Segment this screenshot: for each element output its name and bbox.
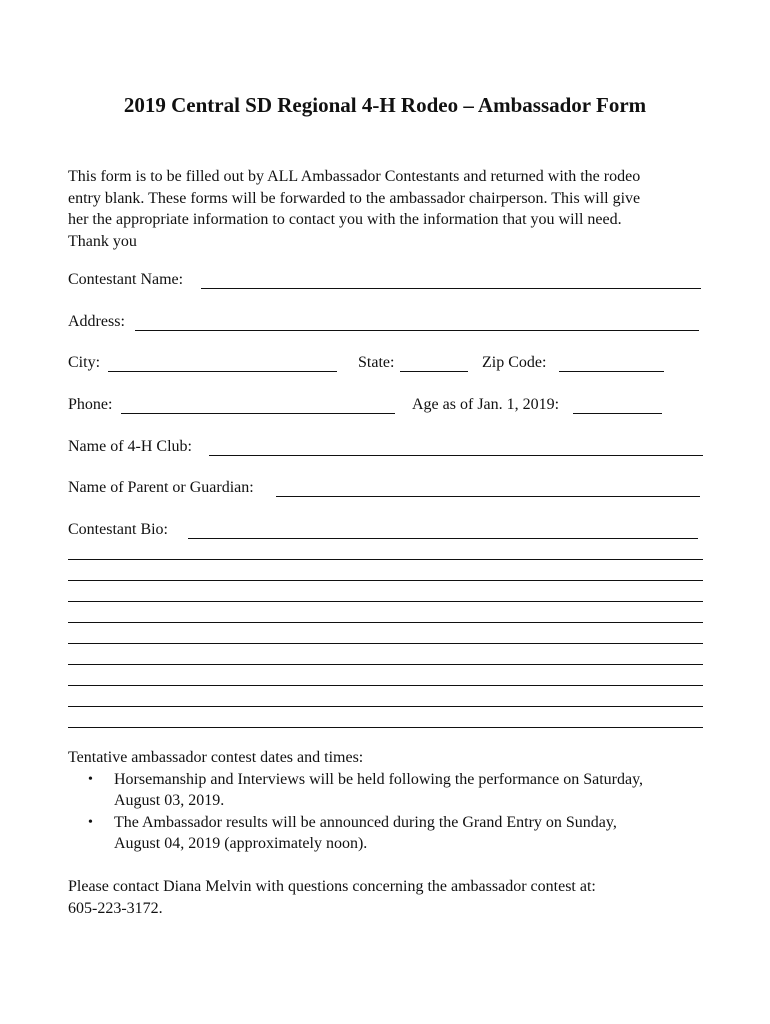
list-item-line: August 03, 2019.	[114, 792, 225, 809]
city-label: City:	[68, 354, 101, 371]
intro-line: Thank you	[68, 232, 137, 250]
contact-phone: 605-223-3172.	[68, 899, 163, 917]
phone-field[interactable]	[121, 413, 395, 414]
bio-label: Contestant Bio:	[68, 521, 168, 538]
bio-line[interactable]	[68, 622, 703, 623]
club-field[interactable]	[209, 455, 703, 456]
contact-line: Please contact Diana Melvin with questions concerning the ambassador contest at:	[68, 878, 596, 895]
bio-line[interactable]	[68, 664, 703, 665]
age-label: Age as of Jan. 1, 2019:	[412, 396, 560, 413]
intro-line: entry blank. These forms will be forwarded to the ambassador chairperson. This will give	[68, 189, 641, 207]
list-item-line: Horsemanship and Interviews will be held following the performance on Saturday,	[114, 770, 644, 788]
bio-line[interactable]	[68, 601, 703, 602]
intro-paragraph	[68, 166, 713, 252]
zip-label: Zip Code:	[482, 354, 547, 371]
phone-label: Phone:	[68, 396, 113, 413]
address-field[interactable]	[135, 330, 699, 331]
age-field[interactable]	[573, 413, 662, 414]
dates-list	[68, 769, 718, 855]
list-item-line: August 04, 2019 (approximately noon).	[114, 835, 368, 852]
contestant-name-field[interactable]	[201, 288, 701, 289]
zip-field[interactable]	[559, 371, 664, 372]
bullet-icon: •	[88, 771, 93, 787]
list-item-line: The Ambassador results will be announced during the Grand Entry on Sunday,	[114, 813, 617, 831]
bio-line[interactable]	[68, 559, 703, 560]
bio-line[interactable]	[68, 706, 703, 707]
list-item	[68, 812, 718, 855]
state-field[interactable]	[400, 371, 468, 372]
list-item	[68, 769, 718, 812]
intro-line: her the appropriate information to contact you with the information that you will need.	[68, 211, 622, 228]
contestant-name-label: Contestant Name:	[68, 271, 184, 288]
intro-line: This form is to be filled out by ALL Ambassador Contestants and returned with the rodeo	[68, 168, 641, 185]
bio-line[interactable]	[68, 685, 703, 686]
address-label: Address:	[68, 313, 125, 330]
club-label: Name of 4-H Club:	[68, 438, 192, 455]
parent-field[interactable]	[276, 496, 700, 497]
bio-line[interactable]	[68, 643, 703, 644]
dates-heading: Tentative ambassador contest dates and times:	[68, 749, 364, 766]
bullet-icon: •	[88, 814, 93, 830]
city-field[interactable]	[108, 371, 337, 372]
bio-line[interactable]	[68, 727, 703, 728]
state-label: State:	[358, 354, 395, 371]
bio-line[interactable]	[68, 580, 703, 581]
parent-label: Name of Parent or Guardian:	[68, 479, 254, 496]
form-title: 2019 Central SD Regional 4-H Rodeo – Ambassador Form	[123, 93, 647, 117]
contact-section	[68, 876, 718, 919]
dates-section	[68, 747, 718, 855]
bio-field[interactable]	[188, 538, 698, 539]
